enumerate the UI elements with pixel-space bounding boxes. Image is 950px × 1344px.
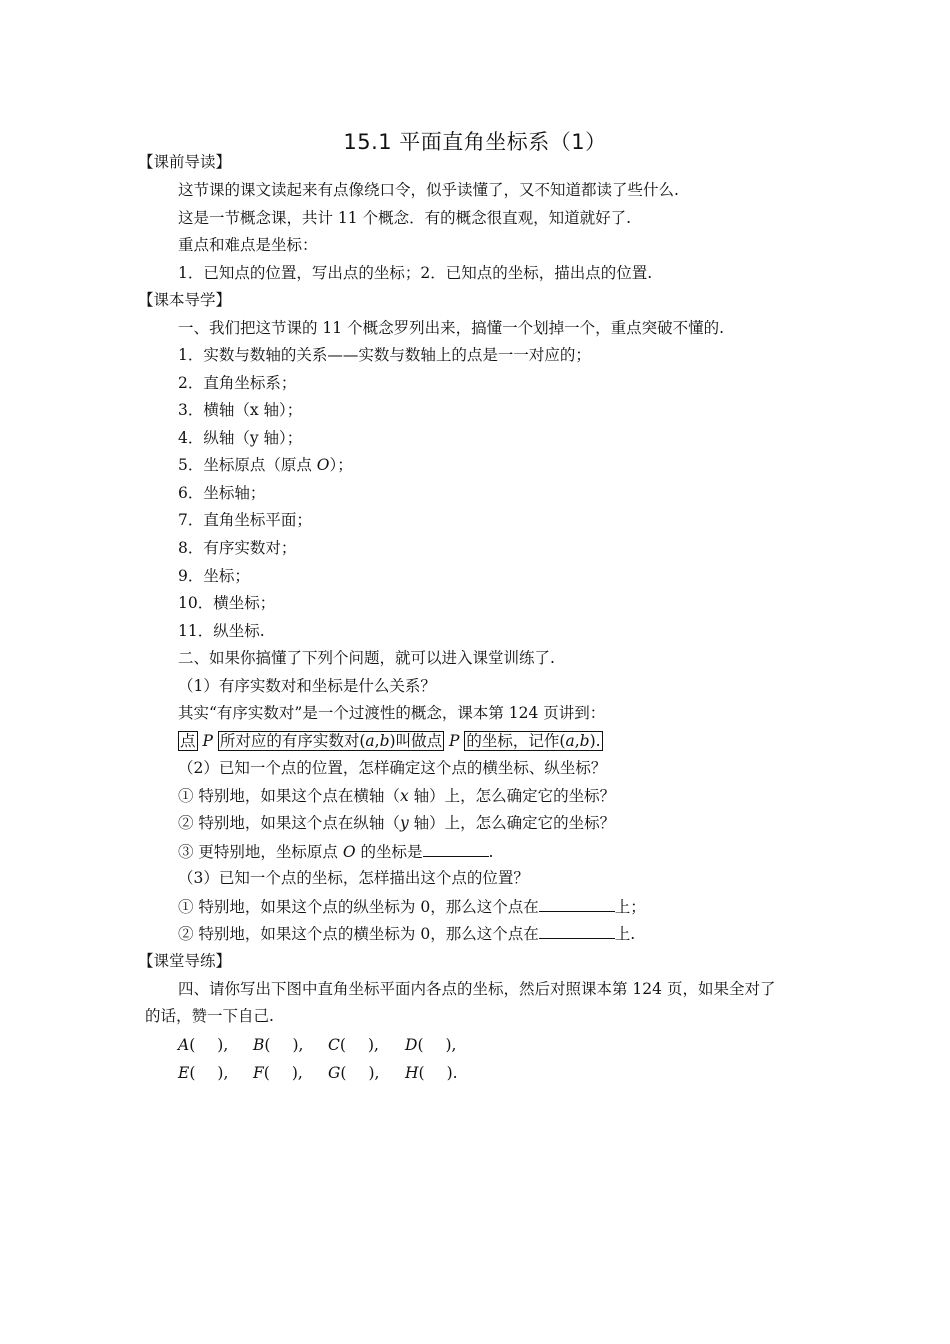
concept-8: 8．有序实数对；: [178, 539, 297, 557]
q2c-text-mid: 的坐标是: [355, 843, 423, 861]
q2c-text-end: .: [488, 843, 494, 861]
concept-11: 11．纵坐标.: [178, 622, 265, 640]
point-close-paren: ),: [367, 1036, 379, 1054]
question-2-b: [178, 813, 615, 833]
q2a-var-x: x: [399, 787, 409, 805]
point-open-paren: (: [263, 1064, 270, 1082]
point-open-paren: (: [189, 1064, 196, 1082]
q2b-text: ② 特别地，如果这个点在纵轴（: [178, 814, 400, 832]
question-1-note: 其实“有序实数对”是一个过渡性的概念，课本第 124 页讲到：: [178, 704, 606, 722]
q2c-var-o: O: [342, 843, 356, 861]
point-open-paren: (: [418, 1064, 425, 1082]
point-close-paren: ),: [292, 1036, 304, 1054]
def-notation-comma: ,: [574, 732, 580, 750]
q2a-text-end: 轴）上，怎么确定它的坐标？: [408, 787, 616, 805]
preview-p4: 1．已知点的位置，写出点的坐标；2．已知点的坐标，描出点的位置.: [178, 264, 653, 282]
q3b-text: ② 特别地，如果这个点的横坐标为 0，那么这个点在: [178, 925, 539, 943]
def-var-p2: P: [449, 732, 460, 750]
def-notation-end: ).: [589, 732, 601, 750]
point-label-d: D: [405, 1036, 418, 1054]
concepts-intro: 一、我们把这节课的 11 个概念罗列出来，搞懂一个划掉一个，重点突破不懂的.: [178, 319, 725, 337]
point-label-h: H: [405, 1064, 419, 1082]
point-answer-g[interactable]: [328, 1063, 379, 1083]
preview-p3: 重点和难点是坐标：: [178, 236, 318, 254]
def-box-notation: [464, 731, 602, 751]
coordinate-definition: [178, 731, 603, 751]
question-2-a: [178, 786, 615, 806]
def-var-a: a: [365, 732, 375, 750]
question-2: （2）已知一个点的位置，怎样确定这个点的横坐标、纵坐标？: [178, 759, 607, 777]
q3a-text-end: 上；: [614, 898, 646, 916]
q3a-text: ① 特别地，如果这个点的纵坐标为 0，那么这个点在: [178, 898, 539, 916]
point-label-a: A: [178, 1036, 190, 1054]
point-open-paren: (: [339, 1036, 346, 1054]
point-label-b: B: [253, 1036, 265, 1054]
point-label-c: C: [328, 1036, 340, 1054]
def-var-b: b: [379, 732, 390, 750]
point-open-paren: (: [264, 1036, 271, 1054]
point-answer-e[interactable]: [178, 1063, 228, 1083]
concept-4: 4．纵轴（y 轴）；: [178, 429, 303, 447]
def-notation-a: a: [565, 732, 575, 750]
def-var-p: P: [202, 732, 213, 750]
point-answer-f[interactable]: [253, 1063, 303, 1083]
concept-6: 6．坐标轴；: [178, 484, 266, 502]
practice-p1: 四、请你写出下图中直角坐标平面内各点的坐标，然后对照课本第 124 页，如果全对了: [178, 980, 776, 998]
q2b-var-y: y: [399, 814, 409, 832]
page-title: 15.1 平面直角坐标系（1）: [343, 130, 607, 154]
preview-p1: 这节课的课文读起来有点像绕口令，似乎读懂了，又不知道都读了些什么.: [178, 181, 679, 199]
concept-10: 10．横坐标；: [178, 594, 276, 612]
concept-1: 1．实数与数轴的关系——实数与数轴上的点是一一对应的；: [178, 346, 591, 364]
question-3-a: [178, 896, 646, 917]
def-notation-b: b: [579, 732, 590, 750]
part-two-intro: 二、如果你搞懂了下列个问题，就可以进入课堂训练了.: [178, 649, 555, 667]
practice-p2: 的话，赞一下自己.: [145, 1007, 274, 1025]
concept-5: [178, 455, 353, 475]
concept-5-text: 5．坐标原点（原点: [178, 456, 317, 474]
concept-7: 7．直角坐标平面；: [178, 511, 312, 529]
q2c-text: ③ 更特别地，坐标原点: [178, 843, 343, 861]
origin-var: O: [316, 456, 330, 474]
point-answer-a[interactable]: [178, 1035, 228, 1055]
def-box-point: 点: [180, 732, 196, 750]
def-called-text: )叫做点: [389, 732, 443, 750]
concept-3: 3．横轴（x 轴）；: [178, 401, 303, 419]
preview-p2: 这是一节概念课，共计 11 个概念．有的概念很直观，知道就好了.: [178, 209, 632, 227]
question-3-b: [178, 923, 635, 944]
point-label-f: F: [253, 1064, 264, 1082]
q2a-text: ① 特别地，如果这个点在横轴（: [178, 787, 400, 805]
point-answer-c[interactable]: [328, 1035, 379, 1055]
point-close-paren: ),: [368, 1064, 380, 1082]
point-open-paren: (: [189, 1036, 196, 1054]
def-pair-text: 所对应的有序实数对(: [219, 732, 366, 750]
question-3: （3）已知一个点的坐标，怎样描出这个点的位置？: [178, 869, 529, 887]
question-2-c: [178, 841, 493, 862]
q3b-text-end: 上.: [614, 925, 636, 943]
heading-textbook: 【课本导学】: [138, 291, 232, 309]
point-label-g: G: [328, 1064, 341, 1082]
q3a-answer-blank[interactable]: [539, 896, 615, 912]
def-comma: ,: [374, 732, 380, 750]
q3b-answer-blank[interactable]: [539, 923, 615, 939]
origin-answer-blank[interactable]: [423, 841, 489, 857]
concept-5-end: ）；: [329, 456, 353, 474]
point-open-paren: (: [340, 1064, 347, 1082]
heading-practice: 【课堂导练】: [138, 952, 232, 970]
def-box-pair: [218, 731, 444, 751]
def-notation-text: 的坐标，记作(: [466, 732, 566, 750]
concept-2: 2．直角坐标系；: [178, 374, 297, 392]
concept-9: 9．坐标；: [178, 567, 250, 585]
point-close-paren: ),: [217, 1064, 229, 1082]
point-close-paren: ),: [291, 1064, 303, 1082]
point-close-paren: ),: [217, 1036, 229, 1054]
point-answer-h[interactable]: [405, 1063, 458, 1083]
q2b-text-end: 轴）上，怎么确定它的坐标？: [408, 814, 616, 832]
point-open-paren: (: [417, 1036, 424, 1054]
heading-preview: 【课前导读】: [138, 153, 232, 171]
point-label-e: E: [178, 1064, 190, 1082]
point-answer-d[interactable]: [405, 1035, 456, 1055]
point-answer-b[interactable]: [253, 1035, 303, 1055]
point-close-paren: ),: [445, 1036, 457, 1054]
question-1: （1）有序实数对和坐标是什么关系？: [178, 677, 436, 695]
point-close-paren: ).: [446, 1064, 458, 1082]
